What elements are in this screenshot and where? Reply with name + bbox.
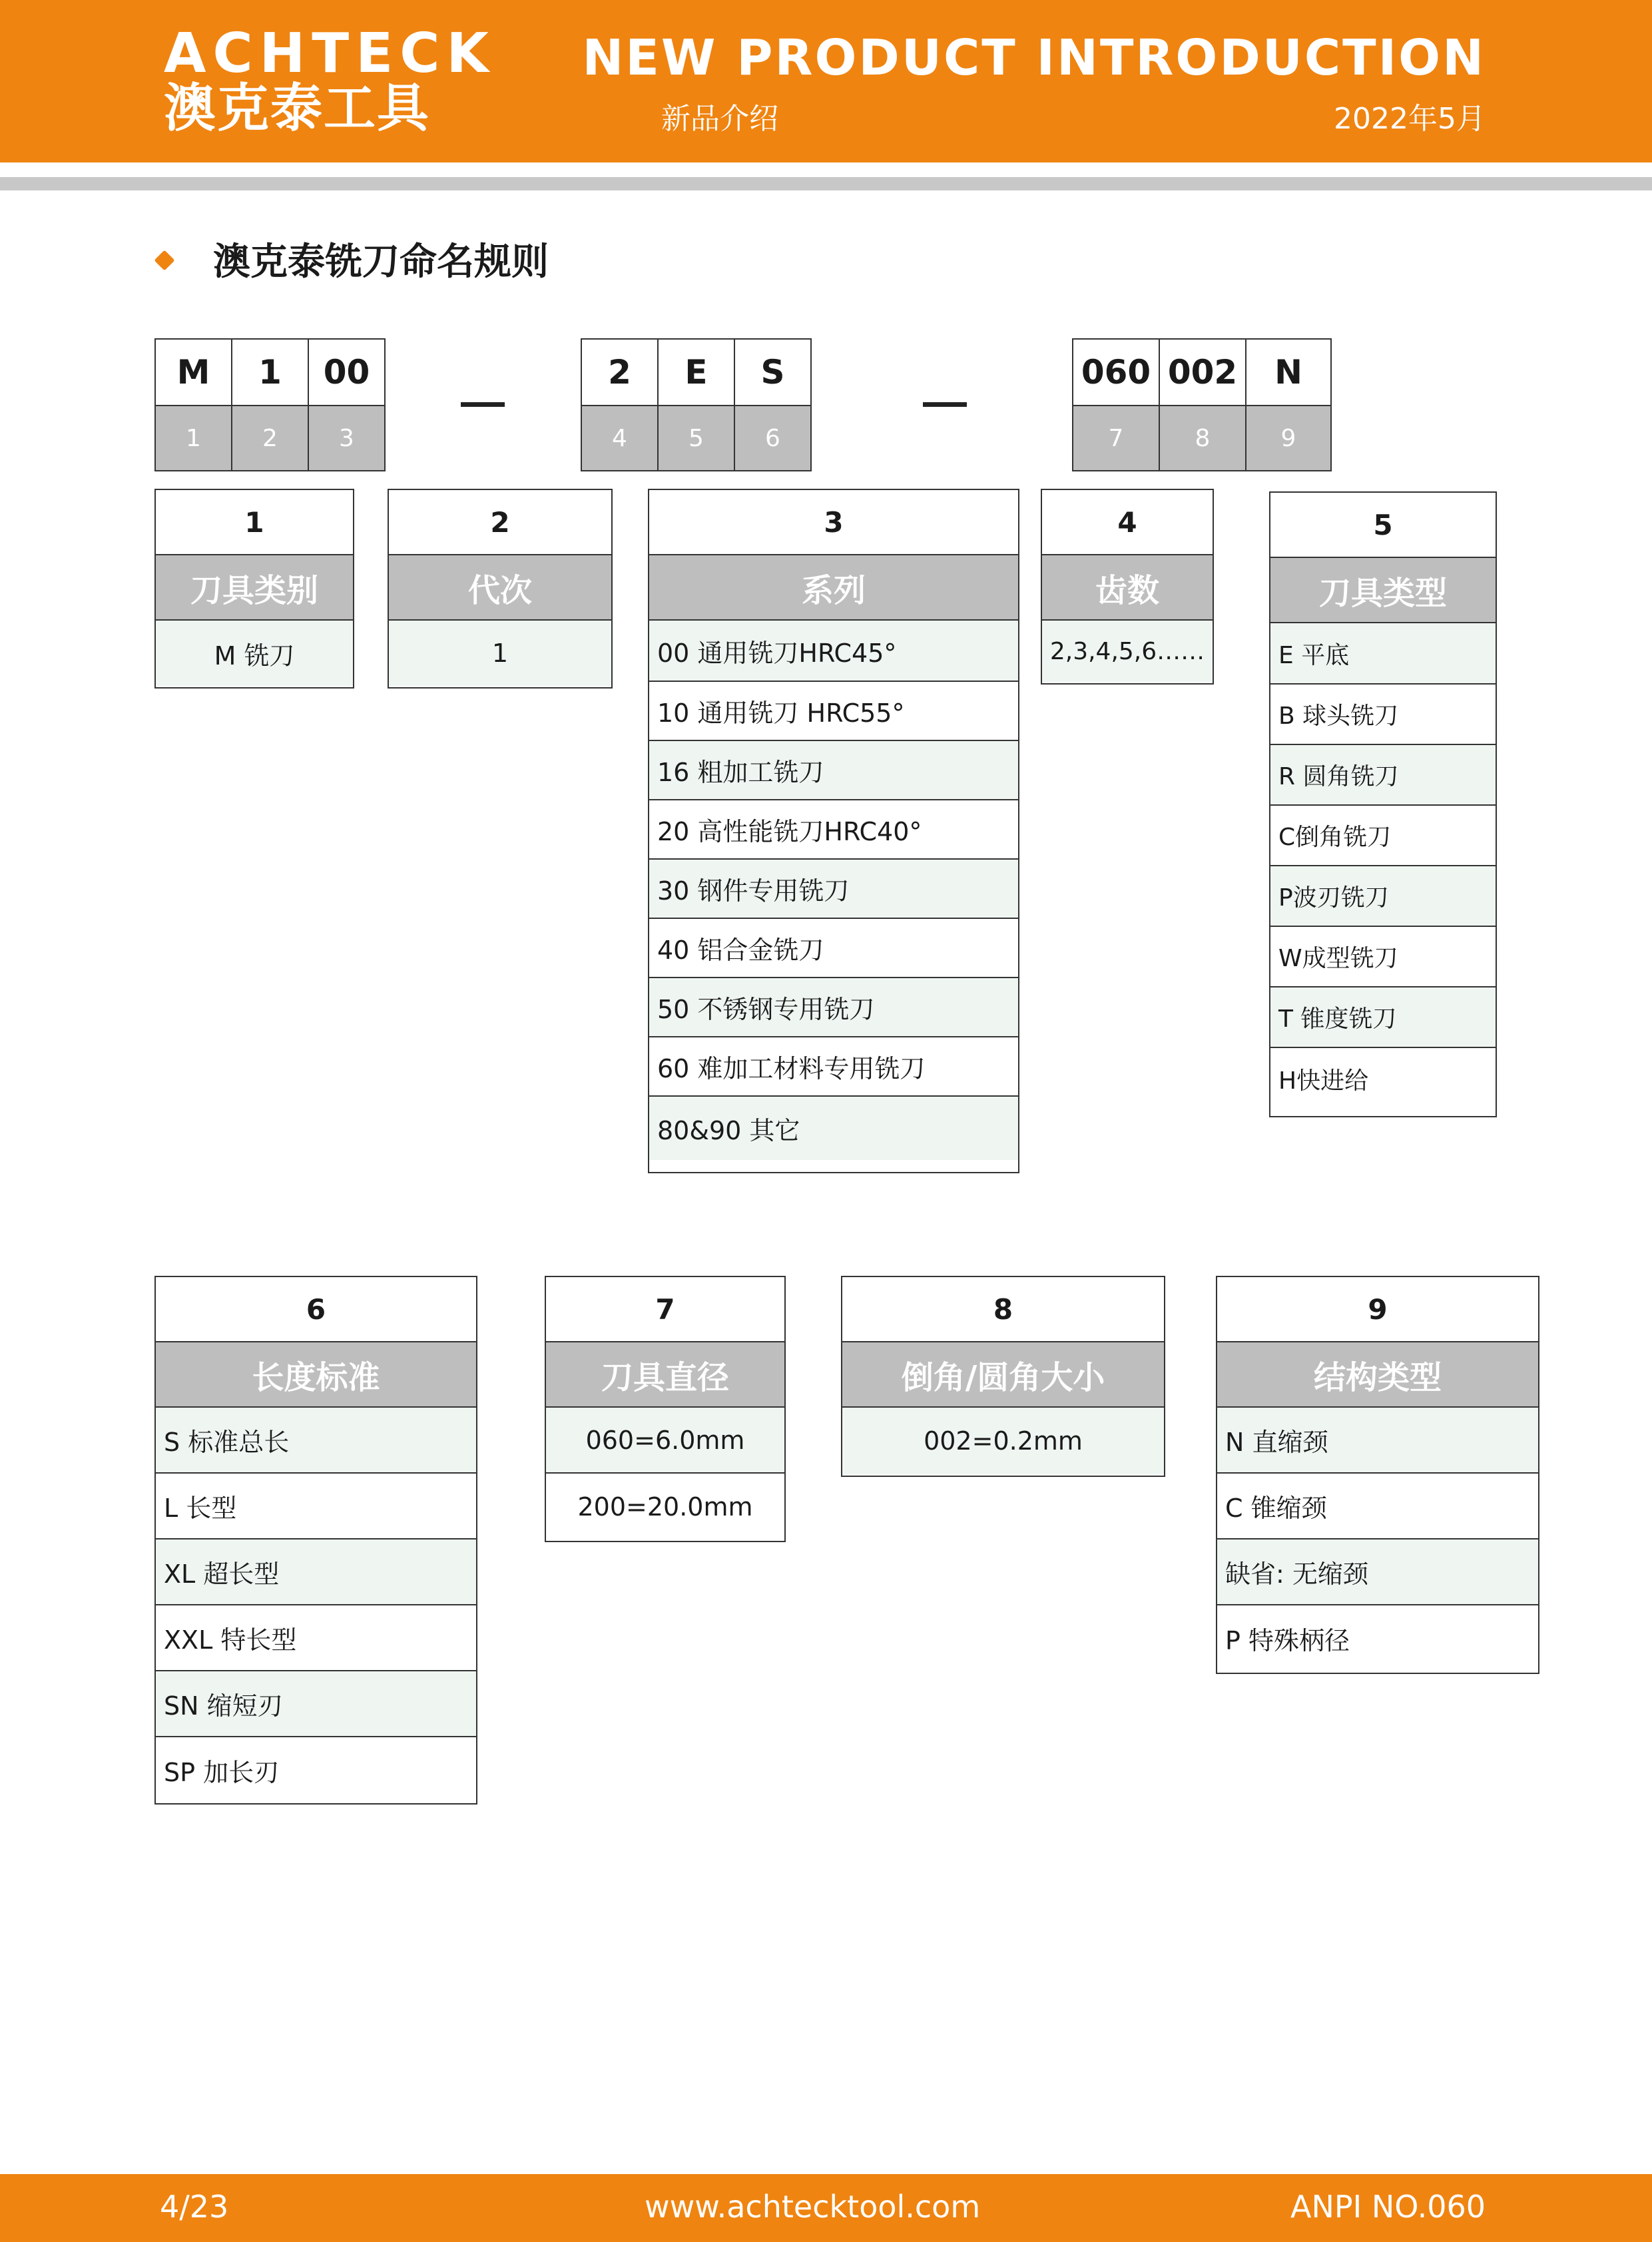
table-header: 刀具类别	[156, 555, 353, 621]
code-letter: 2	[582, 340, 657, 406]
code-cell	[582, 340, 659, 470]
code-index: 9	[1246, 406, 1330, 470]
code-index: 3	[309, 406, 384, 470]
table-header: 刀具直径	[546, 1342, 784, 1408]
table-row: L 长型	[156, 1474, 476, 1540]
table-header: 齿数	[1042, 555, 1213, 621]
code-cell	[735, 340, 810, 470]
footer-bar	[0, 2174, 1652, 2242]
table-row: SP 加长刃	[164, 1758, 280, 1787]
code-cell	[1246, 340, 1330, 470]
footer-page-number: 4/23	[160, 2189, 229, 2225]
code-cell	[1160, 340, 1246, 470]
code-cell	[156, 340, 232, 470]
logo-text-en: ACHTECK	[164, 22, 495, 85]
table-header: 长度标准	[156, 1342, 476, 1408]
table-number: 5	[1270, 493, 1496, 558]
table-row: M 铣刀	[156, 621, 353, 686]
code-letter: M	[156, 340, 231, 406]
table-row: 80&90 其它	[649, 1097, 1018, 1160]
table-number: 9	[1217, 1277, 1538, 1342]
table-number: 3	[649, 490, 1018, 555]
header-title: NEW PRODUCT INTRODUCTION	[582, 29, 1486, 87]
header-subtitle: 新品介绍	[661, 102, 778, 136]
code-letter: S	[735, 340, 810, 406]
header-banner	[0, 0, 1652, 162]
footer-website-link[interactable]: www.achtecktool.com	[645, 2189, 981, 2225]
code-index: 1	[156, 406, 231, 470]
code-index: 6	[735, 406, 810, 470]
table-row: 002=0.2mm	[842, 1408, 1164, 1474]
table-row: 30 钢件专用铣刀	[649, 860, 1018, 919]
code-cell	[309, 340, 384, 470]
table-row: 2,3,4,5,6……	[1042, 621, 1213, 682]
table-row: 200=20.0mm	[577, 1492, 753, 1522]
code-index: 4	[582, 406, 657, 470]
code-group-2	[581, 338, 812, 471]
table-number: 8	[842, 1277, 1164, 1342]
table-row: T 锥度铣刀	[1270, 987, 1496, 1048]
table-number: 4	[1042, 490, 1213, 555]
table-row: 60 难加工材料专用铣刀	[649, 1037, 1018, 1097]
separator-dash	[923, 402, 967, 407]
table-row: B 球头铣刀	[1270, 685, 1496, 745]
table-row: 50 不锈钢专用铣刀	[649, 978, 1018, 1037]
table-row: SN 缩短刃	[156, 1671, 476, 1737]
table-header: 结构类型	[1217, 1342, 1538, 1408]
table-row: 060=6.0mm	[546, 1408, 784, 1474]
table-header: 刀具类型	[1270, 558, 1496, 623]
table-row: 40 铝合金铣刀	[649, 919, 1018, 978]
table-row: W成型铣刀	[1270, 927, 1496, 987]
code-index: 7	[1073, 406, 1159, 470]
table-3-series	[648, 489, 1019, 1173]
code-index: 2	[232, 406, 308, 470]
table-row: 16 粗加工铣刀	[649, 741, 1018, 800]
code-letter: 060	[1073, 340, 1159, 406]
table-row: E 平底	[1270, 623, 1496, 685]
code-group-3	[1072, 338, 1332, 471]
header-date: 2022年5月	[1334, 102, 1486, 136]
table-6-length-standard	[154, 1276, 477, 1805]
section-title: 澳克泰铣刀命名规则	[213, 240, 549, 284]
code-letter: N	[1246, 340, 1330, 406]
table-number: 2	[389, 490, 611, 555]
table-row: 缺省: 无缩颈	[1217, 1540, 1538, 1605]
table-row: XL 超长型	[156, 1540, 476, 1605]
table-row: C 锥缩颈	[1217, 1474, 1538, 1540]
table-row: 20 高性能铣刀HRC40°	[649, 800, 1018, 860]
code-letter: 002	[1160, 340, 1245, 406]
table-header: 系列	[649, 555, 1018, 621]
code-letter: E	[659, 340, 734, 406]
table-row: XXL 特长型	[156, 1605, 476, 1671]
table-row: P波刃铣刀	[1270, 866, 1496, 927]
code-cell	[659, 340, 735, 470]
code-index: 5	[659, 406, 734, 470]
table-row: 00 通用铣刀HRC45°	[649, 621, 1018, 682]
code-cell	[232, 340, 309, 470]
table-row: C倒角铣刀	[1270, 806, 1496, 866]
table-row: 10 通用铣刀 HRC55°	[649, 682, 1018, 741]
code-index: 8	[1160, 406, 1245, 470]
table-8-chamfer-radius	[841, 1276, 1165, 1477]
code-letter: 00	[309, 340, 384, 406]
table-row: R 圆角铣刀	[1270, 745, 1496, 806]
table-row: H快进给	[1278, 1067, 1369, 1095]
table-1-tool-category	[154, 489, 354, 689]
table-number: 7	[546, 1277, 784, 1342]
table-9-structure-type	[1216, 1276, 1539, 1674]
table-row: P 特殊柄径	[1225, 1626, 1350, 1655]
table-2-generation	[388, 489, 613, 689]
section-bullet-icon	[154, 250, 174, 270]
table-row: S 标准总长	[156, 1408, 476, 1474]
table-7-tool-diameter	[545, 1276, 786, 1542]
table-header: 倒角/圆角大小	[842, 1342, 1164, 1408]
code-group-1	[154, 338, 386, 471]
table-number: 1	[156, 490, 353, 555]
table-row: 1	[389, 621, 611, 686]
logo-text-cn: 澳克泰工具	[164, 79, 431, 139]
table-4-flutes	[1041, 489, 1214, 685]
table-row: N 直缩颈	[1217, 1408, 1538, 1474]
code-cell	[1073, 340, 1160, 470]
header-divider	[0, 177, 1652, 190]
table-number: 6	[156, 1277, 476, 1342]
separator-dash	[461, 402, 505, 407]
footer-doc-code: ANPI NO.060	[1290, 2189, 1486, 2225]
table-header: 代次	[389, 555, 611, 621]
table-5-tool-type	[1269, 491, 1497, 1117]
code-letter: 1	[232, 340, 308, 406]
